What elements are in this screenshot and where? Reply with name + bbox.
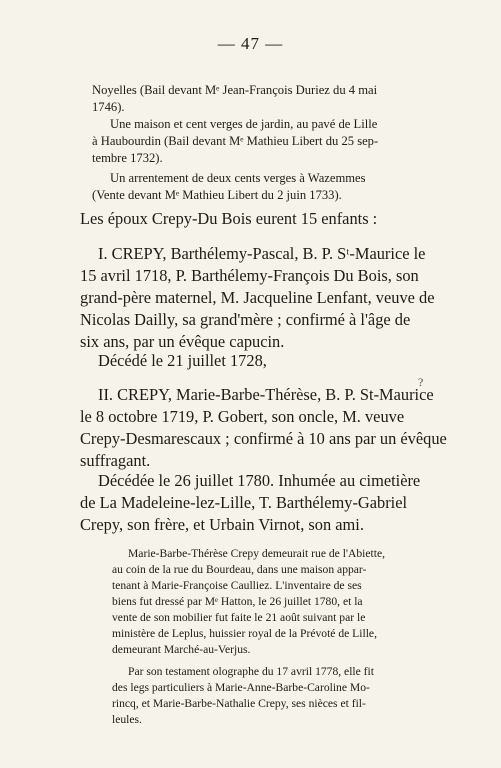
text-line: Décédée le 26 juillet 1780. Inhumée au cimetière — [98, 471, 421, 490]
text-line: grand-père maternel, M. Jacqueline Lenfant, veuve de — [80, 288, 435, 307]
text-line: demeurant Marché-au-Verjus. — [112, 643, 251, 656]
text-line: II. CREPY, Marie-Barbe-Thérèse, B. P. St-Maurice — [98, 385, 434, 404]
note-inventaire — [112, 546, 456, 658]
paragraph-decede-2 — [80, 470, 460, 536]
text-line: Les époux Crepy-Du Bois eurent 15 enfants : — [80, 209, 378, 228]
paragraph-crepy-2 — [80, 384, 460, 472]
text-line: I. CREPY, Barthélemy-Pascal, B. P. Sᵗ-Maurice le — [98, 244, 426, 263]
text-line: leules. — [112, 713, 142, 726]
text-line: 15 avril 1718, P. Barthélemy-François Du Bois, son — [80, 266, 419, 285]
paragraph-arrentement — [92, 170, 448, 204]
text-line: 1746). — [92, 100, 125, 114]
text-line: Une maison et cent verges de jardin, au pavé de Lille — [110, 117, 378, 131]
text-line: rincq, et Marie-Barbe-Nathalie Crepy, ses nièces et fil- — [112, 697, 366, 710]
text-line: au coin de la rue du Bourdeau, dans une maison appar- — [112, 563, 367, 576]
text-line: suffragant. — [80, 451, 151, 470]
text-line: tembre 1732). — [92, 151, 163, 165]
paragraph-epoux — [80, 208, 460, 230]
text-line: Crepy-Desmarescaux ; confirmé à 10 ans par un évêque — [80, 429, 447, 448]
text-line: des legs particuliers à Marie-Anne-Barbe-Caroline Mo- — [112, 681, 370, 694]
text-line: Crepy, son frère, et Urbain Virnot, son ami. — [80, 515, 364, 534]
note-testament — [112, 664, 456, 728]
text-line: de La Madeleine-lez-Lille, T. Barthélemy-Gabriel — [80, 493, 408, 512]
text-line: à Haubourdin (Bail devant Mᵉ Mathieu Libert du 25 sep- — [92, 134, 379, 148]
paragraph-crepy-1 — [80, 243, 460, 353]
text-line: Nicolas Dailly, sa grand'mère ; confirmé à l'âge de — [80, 310, 411, 329]
text-line: le 8 octobre 1719, P. Gobert, son oncle, M. veuve — [80, 407, 405, 426]
text-line: Par son testament olographe du 17 avril 1778, elle fit — [128, 665, 374, 678]
text-line: six ans, par un évêque capucin. — [80, 332, 285, 351]
text-line: biens fut dressé par Mᵉ Hatton, le 26 juillet 1780, et la — [112, 595, 363, 608]
text-line: ministère de Leplus, huissier royal de la Prévoté de Lille, — [112, 627, 377, 640]
text-line: vente de son mobilier fut faite le 21 août suivant par le — [112, 611, 366, 624]
page-number: — 47 — — [217, 34, 284, 53]
text-line: Décédé le 21 juillet 1728, — [98, 351, 267, 370]
paragraph-maison — [92, 116, 450, 167]
text-line: (Vente devant Mᵉ Mathieu Libert du 2 juin 1733). — [92, 188, 342, 202]
paragraph-decede-1 — [80, 350, 460, 372]
text-line: tenant à Marie-Françoise Caulliez. L'inventaire de ses — [112, 579, 362, 592]
text-line: Marie-Barbe-Thérèse Crepy demeurait rue de l'Abiette, — [128, 547, 386, 560]
paragraph-noyelles — [92, 82, 448, 116]
margin-annotation: ? — [418, 375, 424, 389]
text-line: Un arrentement de deux cents verges à Wazemmes — [110, 171, 366, 185]
text-line: Noyelles (Bail devant Mᵉ Jean-François Duriez du 4 mai — [92, 83, 378, 97]
